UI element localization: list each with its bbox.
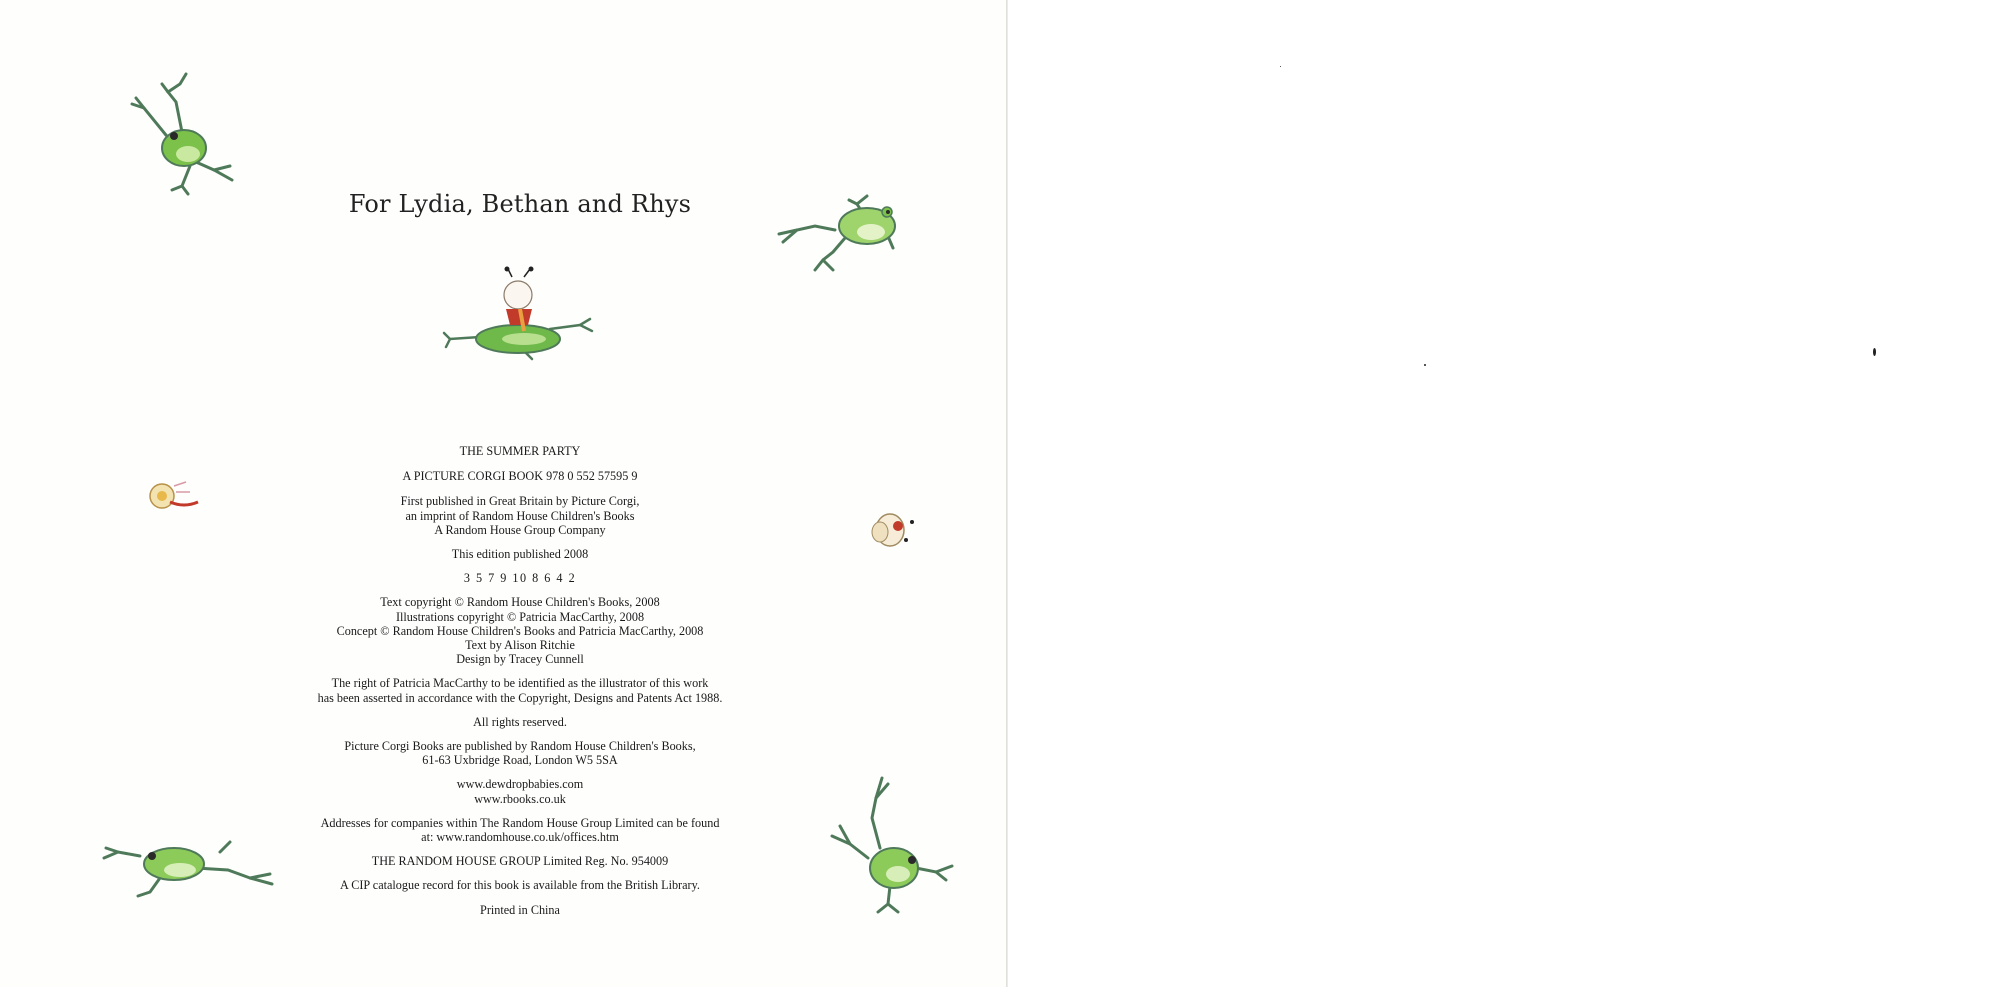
copyright-imprint <box>270 444 770 927</box>
baby-on-lily-pad-illustration <box>440 265 600 365</box>
rights-reserved: All rights reserved. <box>473 714 567 729</box>
dedication: For Lydia, Bethan and Rhys <box>348 190 692 218</box>
publication-line: A Random House Group Company <box>434 522 606 537</box>
address-line: Picture Corgi Books are published by Random House Children's Books, <box>344 739 696 754</box>
cip-note: A CIP catalogue record for this book is available from the British Library. <box>340 878 700 893</box>
copyright-line: Text by Alison Ritchie <box>465 638 575 653</box>
address-line: 61-63 Uxbridge Road, London W5 5SA <box>422 753 618 768</box>
publication-line: First published in Great Britain by Picture Corgi, <box>400 494 640 509</box>
copyright-line: Concept © Random House Children's Books and Patricia MacCarthy, 2008 <box>336 623 704 638</box>
book-title: THE SUMMER PARTY <box>459 444 581 458</box>
printing-line: 3 5 7 9 10 8 6 4 2 <box>463 571 577 586</box>
flower-bug-left-illustration <box>140 472 204 524</box>
frog-top-right-illustration <box>775 190 915 290</box>
right-page-blank <box>1008 0 2000 987</box>
registration-number: THE RANDOM HOUSE GROUP Limited Reg. No. 954009 <box>371 854 669 869</box>
frog-bottom-left-illustration <box>100 834 280 904</box>
scan-speck <box>1873 348 1876 356</box>
scan-speck <box>1424 364 1426 366</box>
book-isbn: A PICTURE CORGI BOOK 978 0 552 57595 9 <box>402 469 638 484</box>
printed-in: Printed in China <box>480 902 560 917</box>
flower-bug-right-illustration <box>862 502 926 558</box>
frog-bottom-right-illustration <box>820 768 960 918</box>
website-link: www.dewdropbabies.com <box>456 777 584 792</box>
edition-note: This edition published 2008 <box>451 547 589 562</box>
rights-line: The right of Patricia MacCarthy to be identified as the illustrator of this work <box>331 676 709 691</box>
copyright-info <box>270 595 770 666</box>
publication-info <box>270 494 770 537</box>
rights-statement <box>270 676 770 704</box>
frog-top-left-illustration <box>110 62 250 202</box>
addresses-line: at: www.randomhouse.co.uk/offices.htm <box>421 830 619 845</box>
publication-line: an imprint of Random House Children's Books <box>405 508 635 523</box>
website-link: www.rbooks.co.uk <box>474 791 566 806</box>
copyright-line: Text copyright © Random House Children's Books, 2008 <box>380 595 660 610</box>
publisher-address <box>270 739 770 767</box>
rights-line: has been asserted in accordance with the Copyright, Designs and Patents Act 1988. <box>317 690 723 705</box>
addresses-line: Addresses for companies within The Random House Group Limited can be found <box>320 815 720 830</box>
websites <box>270 777 770 805</box>
copyright-line: Design by Tracey Cunnell <box>456 652 584 667</box>
scan-speck <box>1280 66 1281 67</box>
copyright-line: Illustrations copyright © Patricia MacCarthy, 2008 <box>395 609 645 624</box>
addresses-note <box>270 816 770 844</box>
